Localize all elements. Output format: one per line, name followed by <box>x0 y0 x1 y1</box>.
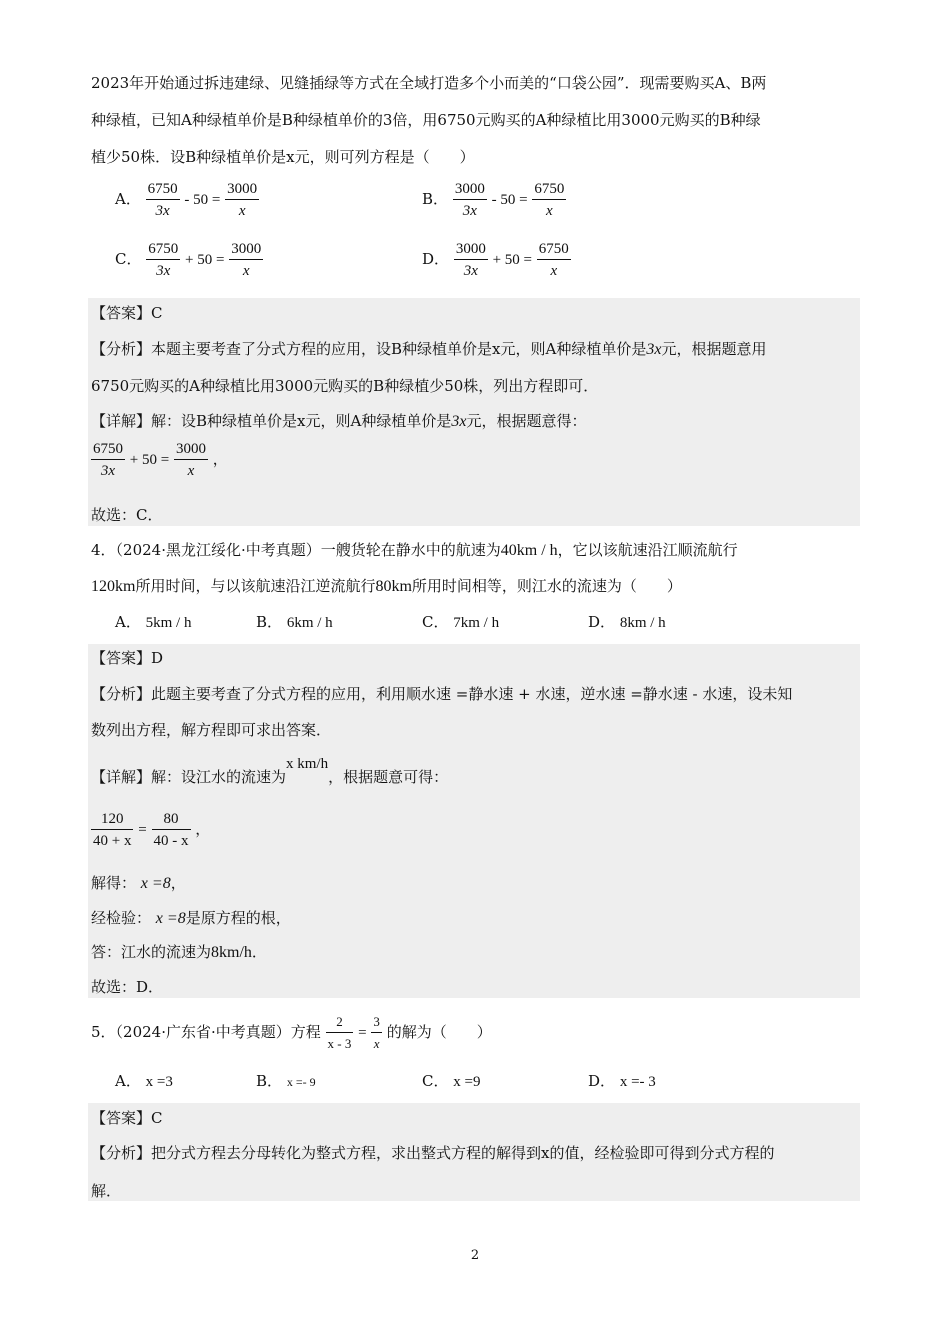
q3-choose: 故选：C． <box>91 506 163 524</box>
q4-option-c: C． 7km / h <box>422 613 500 631</box>
q3-analysis-line-1: 【分析】本题主要考查了分式方程的应用，设B种绿植单价是x元，则A种绿植单价是3x元，根据题意用 <box>91 340 767 358</box>
q5-analysis-line-1: 【分析】把分式方程去分母转化为整式方程，求出整式方程的解得到x的值，经检验即可得到分式方程的 <box>91 1144 775 1162</box>
q4-option-d: D． 8km / h <box>588 613 666 631</box>
q4-check: 经检验： x =8是原方程的根， <box>91 909 291 927</box>
q3-detail: 【详解】解：设B种绿植单价是x元，则A种绿植单价是3x元，根据题意得： <box>91 412 587 430</box>
q4-answer: 【答案】D <box>91 649 164 667</box>
q5-option-a: A． x =3 <box>115 1072 173 1090</box>
q3-answer: 【答案】C <box>91 304 163 322</box>
q3-option-c: C． $\frac{6750}{3x}$ + 50 = $\frac{3000}{x}$ <box>115 241 262 279</box>
q5-stem: 5．（2024·广东省·中考真题）方程 $\frac{2}{x - 3}$ = $\frac{3}{x}$ 的解为（ ） <box>91 1014 492 1051</box>
q4-final-answer: 答：江水的流速为8km/h． <box>91 943 267 961</box>
q4-choose: 故选：D． <box>91 978 164 996</box>
q4-option-b: B． 6km / h <box>256 613 333 631</box>
q4-solve: 解得： x =8， <box>91 874 186 892</box>
q4-analysis-line-2: 数列出方程，解方程即可求出答案． <box>91 721 332 739</box>
q3-option-b: B． $\frac{3000}{3x}$ - 50 = $\frac{6750}{x}$ <box>422 181 565 219</box>
q5-analysis-line-2: 解． <box>91 1182 122 1200</box>
q3-analysis-line-2: 6750元购买的A种绿植比用3000元购买的B种绿植少50株，列出方程即可． <box>91 377 599 395</box>
q4-equation: $\frac{120}{40 + x}$ = $\frac{80}{40 - x}$ ， <box>93 811 211 849</box>
q4-analysis-line-1: 【分析】此题主要考查了分式方程的应用，利用顺水速 =静水速 + 水速，逆水速 =静水速 - 水速，设未知 <box>91 685 793 703</box>
q3-stem-line-2: 种绿植，已知A种绿植单价是B种绿植单价的3倍，用6750元购买的A种绿植比用3000元购买的B种绿 <box>91 111 761 129</box>
q4-stem-line-1: 4．（2024·黑龙江绥化·中考真题）一艘货轮在静水中的航速为40km / h，它以该航速沿江顺流航行 <box>91 541 738 559</box>
q3-stem-line-1: 2023年开始通过拆违建绿、见缝插绿等方式在全域打造多个小而美的“口袋公园”．现需要购买A、B两 <box>91 74 767 92</box>
q5-option-c: C． x =9 <box>422 1072 481 1090</box>
q3-option-a: A． $\frac{6750}{3x}$ - 50 = $\frac{3000}{x}$ <box>115 181 258 219</box>
q5-option-b: B． x =- 9 <box>256 1072 316 1090</box>
q4-stem-line-2: 120km所用时间，与以该航速沿江逆流航行80km所用时间相等，则江水的流速为（ ） <box>91 577 682 595</box>
q5-option-d: D． x =- 3 <box>588 1072 656 1090</box>
q4-detail: 【详解】解：设江水的流速为x km/h，根据题意可得： <box>91 756 449 786</box>
q5-answer: 【答案】C <box>91 1109 163 1127</box>
q3-equation: $\frac{6750}{3x}$ + 50 = $\frac{3000}{x}$ ， <box>93 441 228 479</box>
q3-option-d: D． $\frac{3000}{3x}$ + 50 = $\frac{6750}{x}$ <box>422 241 569 279</box>
page-number: 2 <box>470 1248 480 1263</box>
q3-stem-line-3: 植少50株．设B种绿植单价是x元，则可列方程是（ ） <box>91 148 475 166</box>
q4-option-a: A． 5km / h <box>115 613 192 631</box>
